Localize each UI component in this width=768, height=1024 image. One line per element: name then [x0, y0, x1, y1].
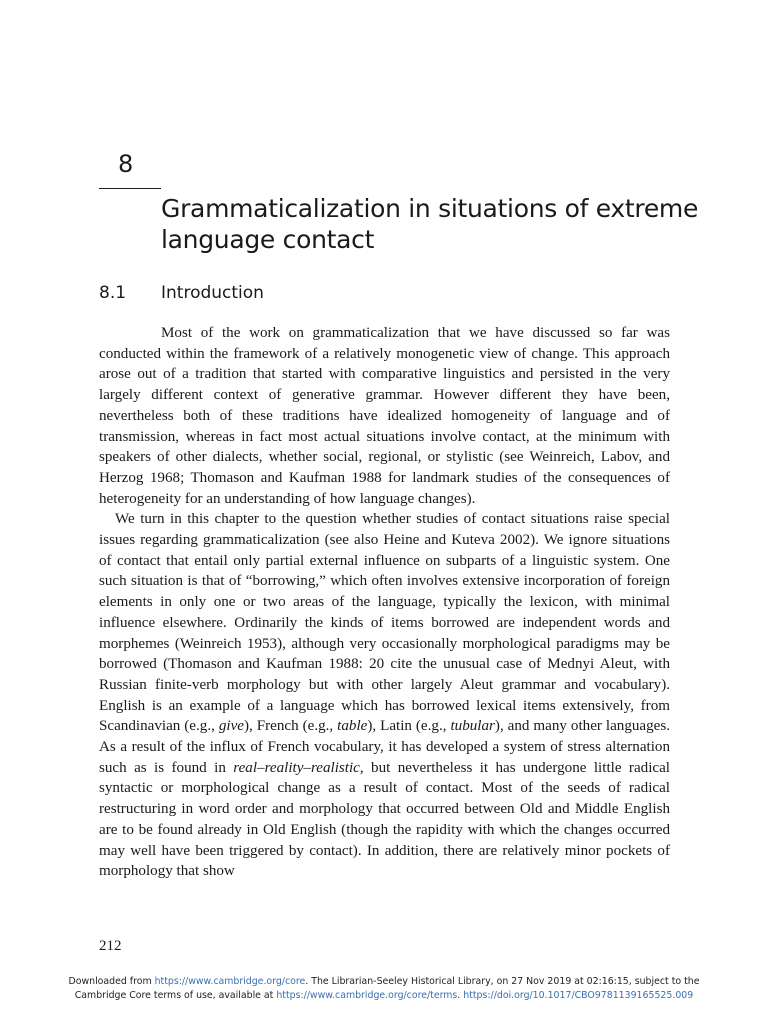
section-number: 8.1	[99, 283, 127, 303]
example-table: table	[337, 718, 368, 735]
chapter-rule	[99, 188, 161, 189]
paragraph-2-text-d: ), and many other languages. As a result of the influx of French vocabulary, it has developed a system of stress alternation such as is found in	[99, 718, 671, 776]
footer-text-downloaded: Downloaded from	[68, 976, 155, 987]
example-tubular: tubular	[450, 718, 495, 735]
paragraph-2-text-e: , but nevertheless it has undergone little radical syntactic or morphological change as a result of contact. Most of the seeds of radical restructuring in word order and morphology that occurred between Old and Middle English are to be found already in Old English (though the rapidity with which the changes occurred may well have been triggered by contact). In addition, there are relatively minor pockets of morphology that show	[99, 759, 670, 880]
core-link[interactable]: https://www.cambridge.org/core	[154, 976, 306, 987]
paragraph-2-text-b: ), French (e.g.,	[243, 718, 338, 735]
example-give: give	[218, 718, 244, 735]
example-real-reality-realistic: real–reality–realistic	[233, 759, 360, 776]
chapter-title: Grammaticalization in situations of extreme language contact	[161, 194, 699, 254]
chapter-number: 8	[118, 150, 134, 178]
paragraph-2-text-c: ), Latin (e.g.,	[367, 718, 451, 735]
paragraph-2	[99, 509, 670, 882]
footer-text-sep: .	[457, 990, 464, 1001]
paragraph-2-text-a: We turn in this chapter to the question whether studies of contact situations raise special issues regarding grammaticalization (see also Heine and Kuteva 2002). We ignore situations of contact that entail only partial external influence on subparts of a linguistic system. One such situation is that of “borrowing,” which often involves extensive incorporation of foreign elements in only one or two areas of the language, typically the lexicon, with minimal influence elsewhere. Ordinarily the kinds of items borrowed are independent words and morphemes (Weinreich 1953), although very occasionally morphological paradigms may be borrowed (Thomason and Kaufman 1988: 20 cite the unusual case of Mednyi Aleut, with Russian finite-verb morphology but with other largely Aleut grammar and vocabulary). English is an example of a language which has borrowed lexical items extensively, from Scandinavian (e.g.,	[99, 511, 670, 735]
download-footer	[0, 975, 768, 1003]
footer-text-library: . The Librarian-Seeley Historical Library, on 27 Nov 2019 at 02:16:15, subject to the	[305, 976, 700, 987]
body-text	[99, 323, 670, 882]
page-number: 212	[99, 938, 122, 954]
doi-link[interactable]: https://doi.org/10.1017/CBO9781139165525.009	[463, 990, 694, 1001]
footer-text-terms: Cambridge Core terms of use, available at	[74, 990, 277, 1001]
terms-link[interactable]: https://www.cambridge.org/core/terms	[276, 990, 458, 1001]
paragraph-1: Most of the work on grammaticalization that we have discussed so far was conducted within the framework of a relatively monogenetic view of change. This approach arose out of a tradition that started with comparative linguistics and persisted in the very largely different context of generative grammar. However different they have been, nevertheless both of these traditions have idealized homogeneity of language and of transmission, whereas in fact most actual situations involve contact, at the minimum with speakers of other dialects, whether social, regional, or stylistic (see Weinreich, Labov, and Herzog 1968; Thomason and Kaufman 1988 for landmark studies of the consequences of heterogeneity for an understanding of how language changes).	[99, 325, 670, 507]
section-title: Introduction	[161, 283, 264, 303]
